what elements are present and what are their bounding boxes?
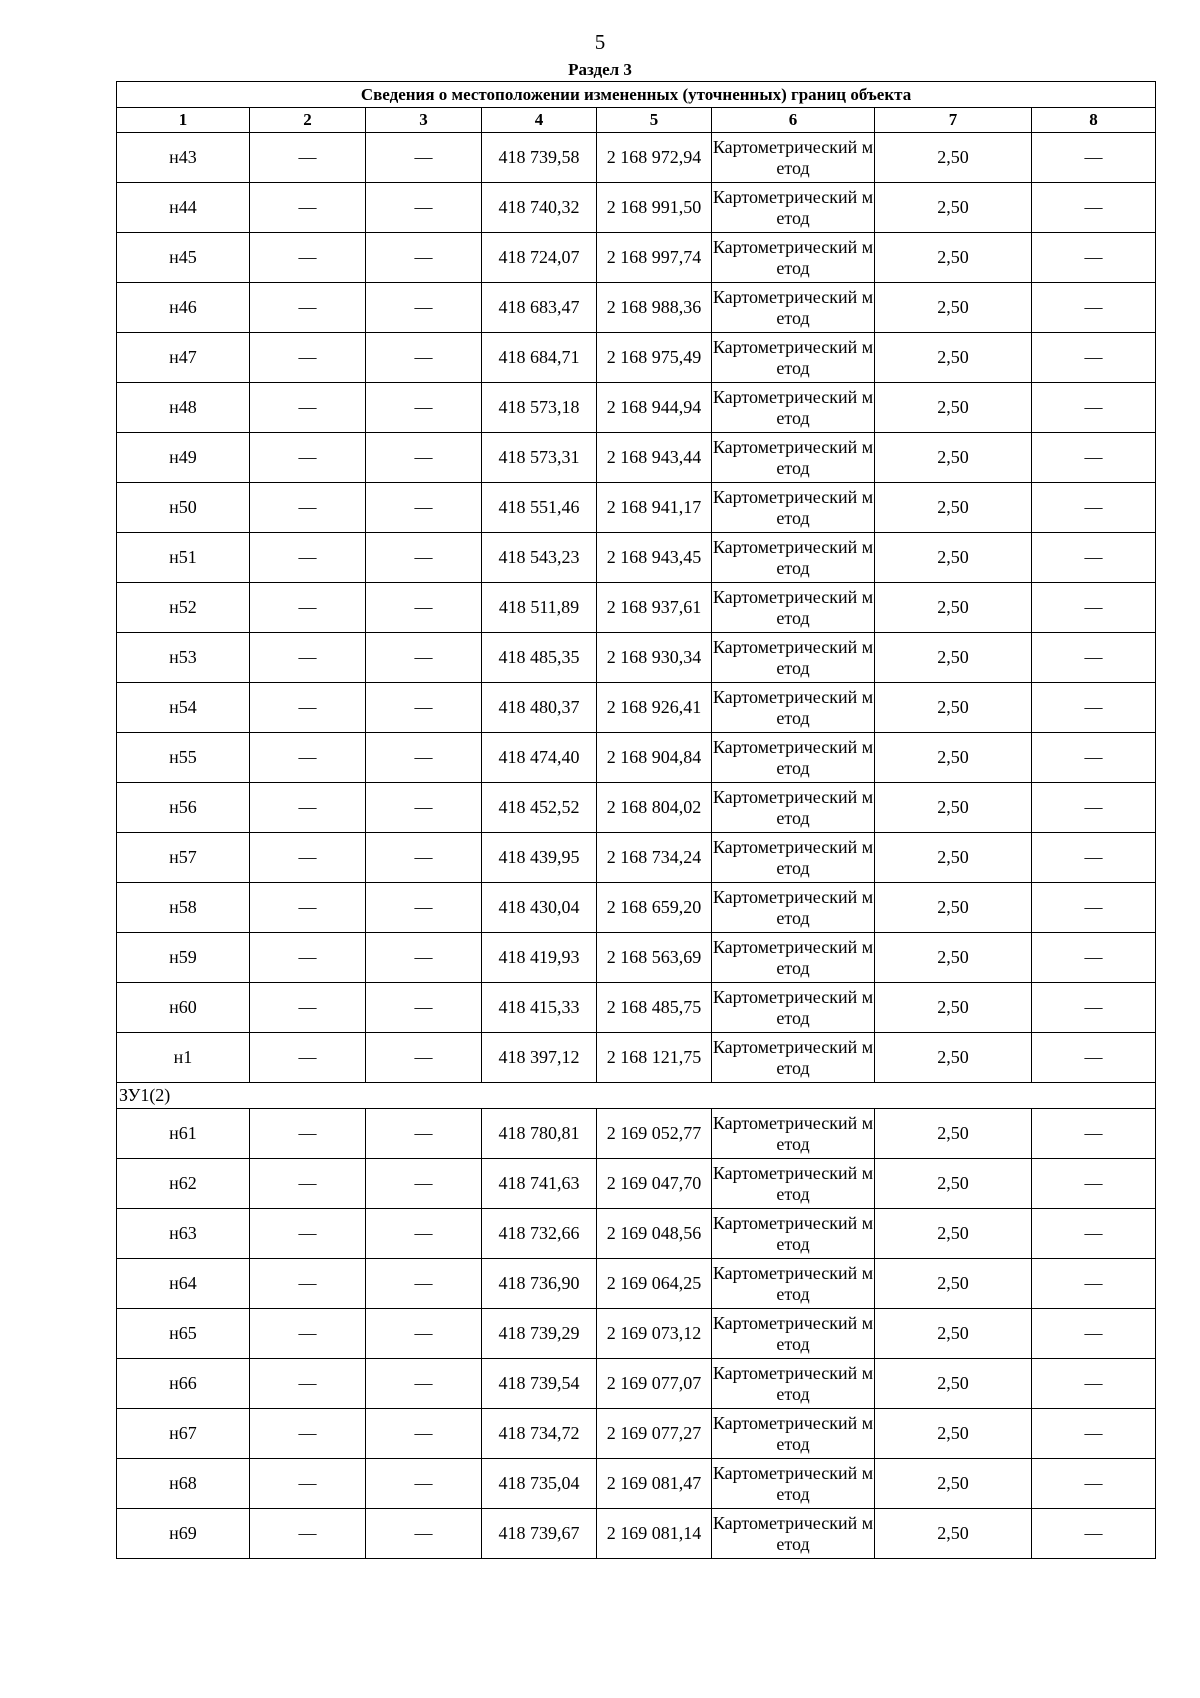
table-caption: Сведения о местоположении измененных (уточненных) границ объекта [117,82,1156,108]
column-8-cell: — [1032,1309,1156,1359]
column-3-cell: — [366,1359,482,1409]
x-coordinate-cell: 418 739,29 [482,1309,597,1359]
y-coordinate-cell: 2 168 975,49 [597,333,712,383]
column-2-cell: — [250,333,366,383]
method-cell: Картометрический метод [712,383,875,433]
accuracy-cell: 2,50 [875,933,1032,983]
y-coordinate-cell: 2 168 943,45 [597,533,712,583]
point-id-cell: н61 [117,1109,250,1159]
column-8-cell: — [1032,1159,1156,1209]
point-id-cell: н60 [117,983,250,1033]
column-8-cell: — [1032,1459,1156,1509]
column-2-cell: — [250,1109,366,1159]
table-row [117,1409,1156,1459]
x-coordinate-cell: 418 415,33 [482,983,597,1033]
column-number-row [117,108,1156,133]
y-coordinate-cell: 2 169 064,25 [597,1259,712,1309]
y-coordinate-cell: 2 168 659,20 [597,883,712,933]
method-cell: Картометрический метод [712,183,875,233]
table-row [117,533,1156,583]
y-coordinate-cell: 2 169 081,14 [597,1509,712,1559]
section-title: Раздел 3 [568,60,632,79]
table-row [117,583,1156,633]
column-8-cell: — [1032,533,1156,583]
column-8-cell: — [1032,733,1156,783]
table-row [117,883,1156,933]
column-3-cell: — [366,333,482,383]
accuracy-cell: 2,50 [875,733,1032,783]
table-row [117,1209,1156,1259]
column-8-cell: — [1032,1509,1156,1559]
x-coordinate-cell: 418 684,71 [482,333,597,383]
column-8-cell: — [1032,783,1156,833]
column-8-cell: — [1032,333,1156,383]
point-id-cell: н53 [117,633,250,683]
y-coordinate-cell: 2 168 734,24 [597,833,712,883]
table-row [117,833,1156,883]
table-row [117,683,1156,733]
column-2-cell: — [250,733,366,783]
point-id-cell: н51 [117,533,250,583]
method-cell: Картометрический метод [712,533,875,583]
point-id-cell: н46 [117,283,250,333]
method-cell: Картометрический метод [712,783,875,833]
accuracy-cell: 2,50 [875,683,1032,733]
column-3-cell: — [366,1109,482,1159]
accuracy-cell: 2,50 [875,1259,1032,1309]
method-cell: Картометрический метод [712,733,875,783]
point-id-cell: н56 [117,783,250,833]
point-id-cell: н57 [117,833,250,883]
point-id-cell: н48 [117,383,250,433]
x-coordinate-cell: 418 780,81 [482,1109,597,1159]
accuracy-cell: 2,50 [875,1409,1032,1459]
column-3-cell: — [366,133,482,183]
accuracy-cell: 2,50 [875,483,1032,533]
method-cell: Картометрический метод [712,1459,875,1509]
column-2-cell: — [250,383,366,433]
column-2-cell: — [250,283,366,333]
column-3-cell: — [366,1259,482,1309]
accuracy-cell: 2,50 [875,883,1032,933]
y-coordinate-cell: 2 168 944,94 [597,383,712,433]
y-coordinate-cell: 2 169 048,56 [597,1209,712,1259]
column-2-cell: — [250,533,366,583]
column-2-cell: — [250,1359,366,1409]
x-coordinate-cell: 418 419,93 [482,933,597,983]
column-8-cell: — [1032,1359,1156,1409]
x-coordinate-cell: 418 739,54 [482,1359,597,1409]
table-row [117,983,1156,1033]
column-2-cell: — [250,1459,366,1509]
method-cell: Картометрический метод [712,1259,875,1309]
column-2-cell: — [250,883,366,933]
point-id-cell: н54 [117,683,250,733]
table-row [117,1459,1156,1509]
table-row [117,1033,1156,1083]
point-id-cell: н49 [117,433,250,483]
column-3-cell: — [366,483,482,533]
column-number: 7 [875,108,1032,133]
method-cell: Картометрический метод [712,433,875,483]
point-id-cell: н1 [117,1033,250,1083]
column-8-cell: — [1032,183,1156,233]
x-coordinate-cell: 418 485,35 [482,633,597,683]
point-id-cell: н50 [117,483,250,533]
accuracy-cell: 2,50 [875,1109,1032,1159]
y-coordinate-cell: 2 169 047,70 [597,1159,712,1209]
method-cell: Картометрический метод [712,1409,875,1459]
point-id-cell: н69 [117,1509,250,1559]
table-row [117,1259,1156,1309]
table-row [117,1159,1156,1209]
column-2-cell: — [250,683,366,733]
accuracy-cell: 2,50 [875,333,1032,383]
accuracy-cell: 2,50 [875,783,1032,833]
column-2-cell: — [250,833,366,883]
accuracy-cell: 2,50 [875,1309,1032,1359]
y-coordinate-cell: 2 168 926,41 [597,683,712,733]
method-cell: Картометрический метод [712,1209,875,1259]
column-2-cell: — [250,133,366,183]
x-coordinate-cell: 418 724,07 [482,233,597,283]
column-3-cell: — [366,383,482,433]
point-id-cell: н63 [117,1209,250,1259]
accuracy-cell: 2,50 [875,1509,1032,1559]
table-row [117,733,1156,783]
table-row [117,933,1156,983]
column-number: 6 [712,108,875,133]
x-coordinate-cell: 418 735,04 [482,1459,597,1509]
column-3-cell: — [366,1459,482,1509]
column-3-cell: — [366,283,482,333]
column-number: 5 [597,108,712,133]
x-coordinate-cell: 418 732,66 [482,1209,597,1259]
column-2-cell: — [250,983,366,1033]
method-cell: Картометрический метод [712,1309,875,1359]
column-8-cell: — [1032,983,1156,1033]
column-3-cell: — [366,733,482,783]
table-row [117,333,1156,383]
y-coordinate-cell: 2 168 988,36 [597,283,712,333]
column-3-cell: — [366,833,482,883]
y-coordinate-cell: 2 169 073,12 [597,1309,712,1359]
point-id-cell: н52 [117,583,250,633]
y-coordinate-cell: 2 168 997,74 [597,233,712,283]
y-coordinate-cell: 2 168 121,75 [597,1033,712,1083]
column-3-cell: — [366,683,482,733]
point-id-cell: н43 [117,133,250,183]
column-number: 4 [482,108,597,133]
method-cell: Картометрический метод [712,1509,875,1559]
method-cell: Картометрический метод [712,833,875,883]
method-cell: Картометрический метод [712,333,875,383]
column-3-cell: — [366,883,482,933]
column-3-cell: — [366,1509,482,1559]
column-8-cell: — [1032,683,1156,733]
column-2-cell: — [250,783,366,833]
column-3-cell: — [366,1309,482,1359]
table-row [117,133,1156,183]
table-row [117,633,1156,683]
method-cell: Картометрический метод [712,1359,875,1409]
column-8-cell: — [1032,133,1156,183]
x-coordinate-cell: 418 739,58 [482,133,597,183]
y-coordinate-cell: 2 168 972,94 [597,133,712,183]
x-coordinate-cell: 418 511,89 [482,583,597,633]
x-coordinate-cell: 418 551,46 [482,483,597,533]
column-8-cell: — [1032,233,1156,283]
point-id-cell: н59 [117,933,250,983]
column-8-cell: — [1032,383,1156,433]
column-2-cell: — [250,1159,366,1209]
column-2-cell: — [250,1033,366,1083]
column-2-cell: — [250,1209,366,1259]
y-coordinate-cell: 2 169 077,27 [597,1409,712,1459]
column-3-cell: — [366,633,482,683]
column-8-cell: — [1032,633,1156,683]
point-id-cell: н66 [117,1359,250,1409]
accuracy-cell: 2,50 [875,233,1032,283]
accuracy-cell: 2,50 [875,1459,1032,1509]
point-id-cell: н64 [117,1259,250,1309]
table-body [117,133,1156,1559]
accuracy-cell: 2,50 [875,983,1032,1033]
method-cell: Картометрический метод [712,983,875,1033]
column-2-cell: — [250,1309,366,1359]
y-coordinate-cell: 2 169 052,77 [597,1109,712,1159]
column-8-cell: — [1032,883,1156,933]
table-row [117,183,1156,233]
column-8-cell: — [1032,583,1156,633]
point-id-cell: н65 [117,1309,250,1359]
column-8-cell: — [1032,483,1156,533]
accuracy-cell: 2,50 [875,1159,1032,1209]
table-row [117,1509,1156,1559]
column-8-cell: — [1032,283,1156,333]
x-coordinate-cell: 418 573,31 [482,433,597,483]
column-2-cell: — [250,483,366,533]
column-3-cell: — [366,233,482,283]
accuracy-cell: 2,50 [875,183,1032,233]
y-coordinate-cell: 2 168 804,02 [597,783,712,833]
column-number: 1 [117,108,250,133]
column-8-cell: — [1032,833,1156,883]
column-3-cell: — [366,933,482,983]
method-cell: Картометрический метод [712,283,875,333]
x-coordinate-cell: 418 683,47 [482,283,597,333]
group-label: ЗУ1(2) [117,1083,1156,1109]
y-coordinate-cell: 2 168 563,69 [597,933,712,983]
method-cell: Картометрический метод [712,483,875,533]
table-row [117,783,1156,833]
accuracy-cell: 2,50 [875,383,1032,433]
x-coordinate-cell: 418 734,72 [482,1409,597,1459]
table-row [117,383,1156,433]
column-2-cell: — [250,1409,366,1459]
x-coordinate-cell: 418 439,95 [482,833,597,883]
x-coordinate-cell: 418 543,23 [482,533,597,583]
method-cell: Картометрический метод [712,933,875,983]
x-coordinate-cell: 418 736,90 [482,1259,597,1309]
column-8-cell: — [1032,1033,1156,1083]
column-number: 3 [366,108,482,133]
table-row [117,283,1156,333]
boundary-coordinates-table [116,81,1156,1559]
accuracy-cell: 2,50 [875,433,1032,483]
column-2-cell: — [250,933,366,983]
column-2-cell: — [250,1509,366,1559]
table-row [117,1109,1156,1159]
column-number: 2 [250,108,366,133]
column-3-cell: — [366,1159,482,1209]
column-8-cell: — [1032,1109,1156,1159]
method-cell: Картометрический метод [712,133,875,183]
table-row [117,483,1156,533]
method-cell: Картометрический метод [712,583,875,633]
column-3-cell: — [366,1409,482,1459]
point-id-cell: н44 [117,183,250,233]
accuracy-cell: 2,50 [875,1209,1032,1259]
column-3-cell: — [366,783,482,833]
accuracy-cell: 2,50 [875,1359,1032,1409]
column-3-cell: — [366,583,482,633]
column-8-cell: — [1032,1409,1156,1459]
column-3-cell: — [366,983,482,1033]
x-coordinate-cell: 418 452,52 [482,783,597,833]
y-coordinate-cell: 2 168 941,17 [597,483,712,533]
column-2-cell: — [250,1259,366,1309]
accuracy-cell: 2,50 [875,533,1032,583]
y-coordinate-cell: 2 168 943,44 [597,433,712,483]
point-id-cell: н68 [117,1459,250,1509]
column-2-cell: — [250,433,366,483]
x-coordinate-cell: 418 474,40 [482,733,597,783]
column-2-cell: — [250,583,366,633]
x-coordinate-cell: 418 430,04 [482,883,597,933]
accuracy-cell: 2,50 [875,133,1032,183]
point-id-cell: н45 [117,233,250,283]
point-id-cell: н58 [117,883,250,933]
x-coordinate-cell: 418 741,63 [482,1159,597,1209]
y-coordinate-cell: 2 168 904,84 [597,733,712,783]
x-coordinate-cell: 418 397,12 [482,1033,597,1083]
point-id-cell: н47 [117,333,250,383]
page-number: 5 [594,30,606,54]
y-coordinate-cell: 2 168 485,75 [597,983,712,1033]
y-coordinate-cell: 2 168 937,61 [597,583,712,633]
method-cell: Картометрический метод [712,233,875,283]
accuracy-cell: 2,50 [875,283,1032,333]
column-3-cell: — [366,533,482,583]
table-row [117,233,1156,283]
method-cell: Картометрический метод [712,883,875,933]
column-2-cell: — [250,183,366,233]
y-coordinate-cell: 2 169 081,47 [597,1459,712,1509]
point-id-cell: н67 [117,1409,250,1459]
column-3-cell: — [366,433,482,483]
method-cell: Картометрический метод [712,1109,875,1159]
column-2-cell: — [250,233,366,283]
y-coordinate-cell: 2 169 077,07 [597,1359,712,1409]
group-label-row [117,1083,1156,1109]
column-2-cell: — [250,633,366,683]
column-number: 8 [1032,108,1156,133]
column-8-cell: — [1032,433,1156,483]
point-id-cell: н55 [117,733,250,783]
method-cell: Картометрический метод [712,1033,875,1083]
accuracy-cell: 2,50 [875,583,1032,633]
x-coordinate-cell: 418 480,37 [482,683,597,733]
x-coordinate-cell: 418 739,67 [482,1509,597,1559]
column-3-cell: — [366,183,482,233]
method-cell: Картометрический метод [712,1159,875,1209]
column-8-cell: — [1032,1209,1156,1259]
column-3-cell: — [366,1209,482,1259]
accuracy-cell: 2,50 [875,1033,1032,1083]
x-coordinate-cell: 418 740,32 [482,183,597,233]
method-cell: Картометрический метод [712,683,875,733]
column-8-cell: — [1032,933,1156,983]
table-row [117,1309,1156,1359]
column-8-cell: — [1032,1259,1156,1309]
column-3-cell: — [366,1033,482,1083]
table-row [117,1359,1156,1409]
x-coordinate-cell: 418 573,18 [482,383,597,433]
accuracy-cell: 2,50 [875,633,1032,683]
table-caption-row [117,82,1156,108]
method-cell: Картометрический метод [712,633,875,683]
point-id-cell: н62 [117,1159,250,1209]
table-row [117,433,1156,483]
y-coordinate-cell: 2 168 930,34 [597,633,712,683]
accuracy-cell: 2,50 [875,833,1032,883]
y-coordinate-cell: 2 168 991,50 [597,183,712,233]
